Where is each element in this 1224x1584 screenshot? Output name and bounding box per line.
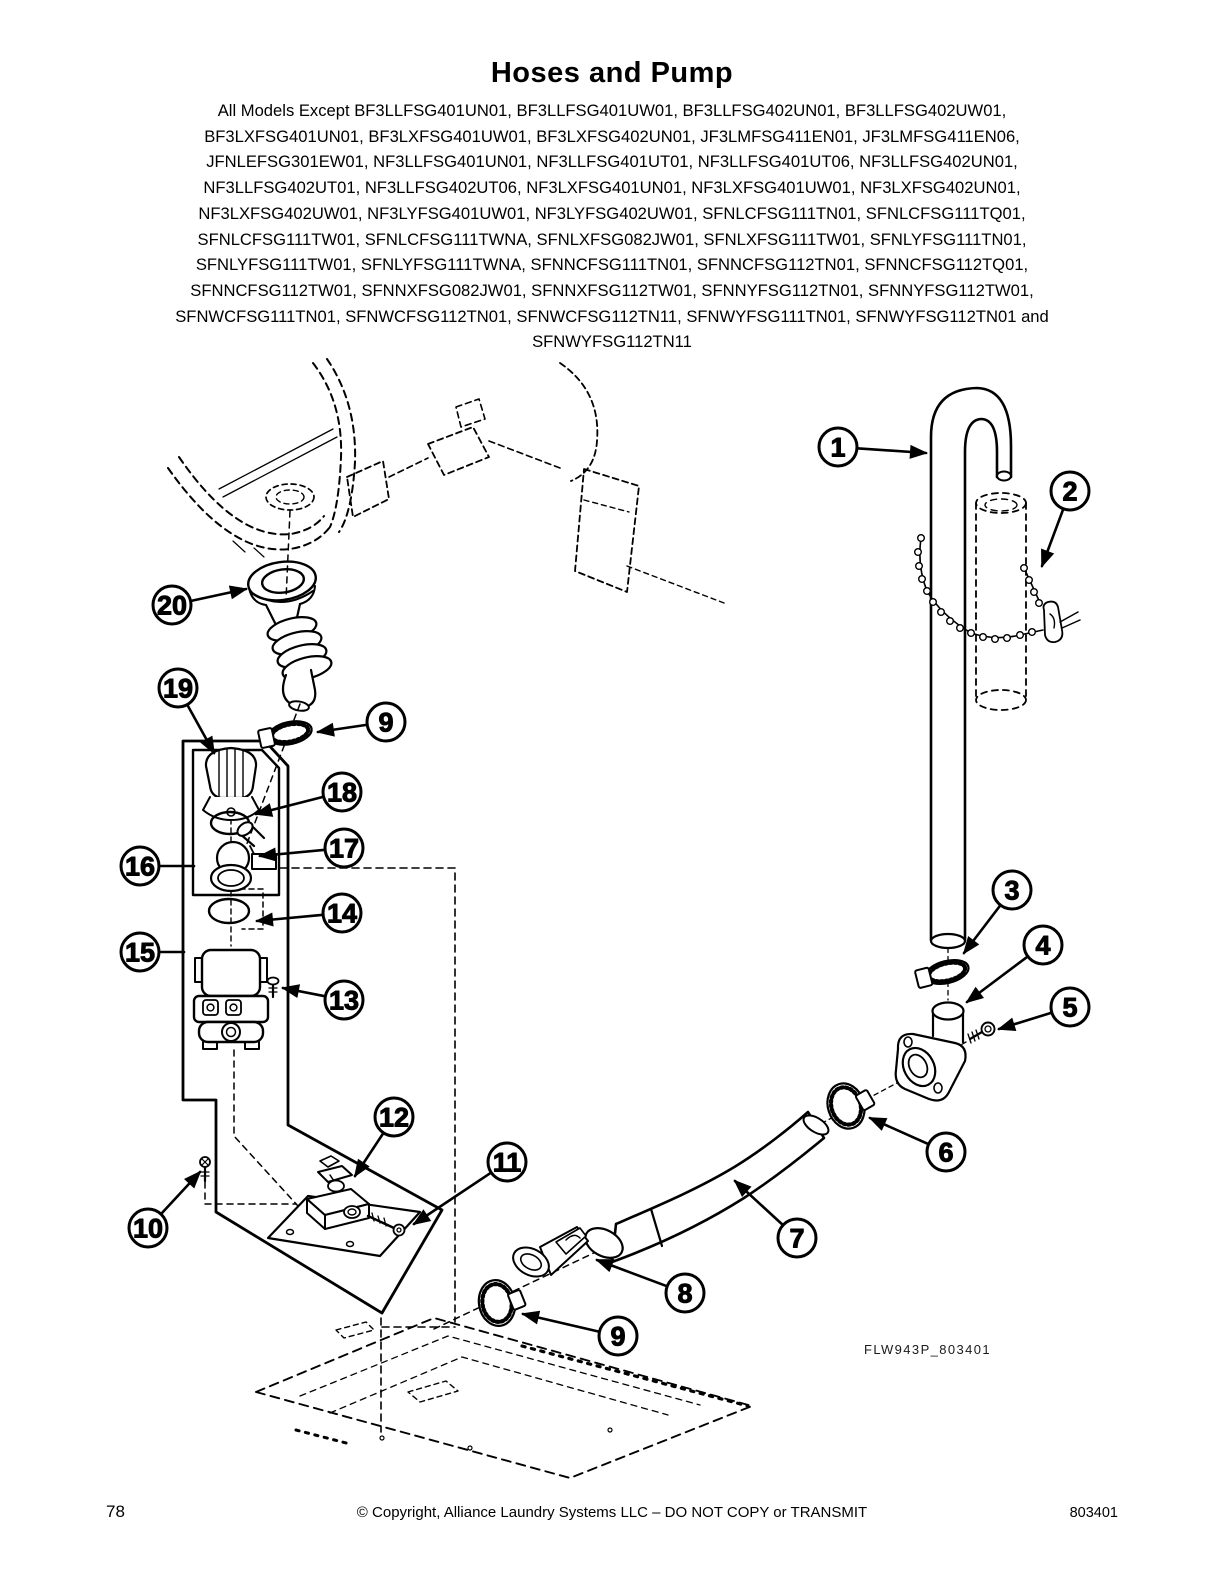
drain-hose-part-1 xyxy=(931,388,1011,948)
hose-clamp-part-9-lower xyxy=(475,1275,528,1328)
callout-15-number: 15 xyxy=(124,937,156,968)
model-line: SFNWCFSG111TN01, SFNWCFSG112TN01, SFNWCFSG112TN11, SFNWYFSG111TN01, SFNWYFSG112TN01 and xyxy=(175,306,1049,326)
callout-20-number: 20 xyxy=(156,590,188,621)
callout-10-number: 10 xyxy=(132,1213,164,1244)
callout-5-number: 5 xyxy=(1062,992,1078,1023)
footer-copyright: © Copyright, Alliance Laundry Systems LLC – DO NOT COPY or TRANSMIT xyxy=(356,1504,868,1521)
callout-2-leader xyxy=(1042,509,1063,566)
callout-9a-number: 9 xyxy=(378,707,394,738)
callout-9b-number: 9 xyxy=(610,1321,626,1352)
callout-4-leader xyxy=(967,956,1028,1002)
callout-4-number: 4 xyxy=(1035,930,1051,961)
model-line: JFNLEFSG301EW01, NF3LLFSG401UN01, NF3LLFSG401UT01, NF3LLFSG401UT06, NF3LLFSG402UN01, xyxy=(206,152,1018,172)
figure-label: FLW943P_803401 xyxy=(864,1342,992,1357)
callout-16-number: 16 xyxy=(124,851,156,882)
model-line: SFNNCFSG112TW01, SFNNXFSG082JW01, SFNNXFSG112TW01, SFNNYFSG112TN01, SFNNYFSG112TW01, xyxy=(190,280,1034,300)
callout-10-leader xyxy=(161,1172,200,1214)
callout-3-number: 3 xyxy=(1004,875,1020,906)
callout-8-leader xyxy=(597,1260,667,1286)
callout-9a-leader xyxy=(318,725,367,732)
model-line: BF3LXFSG401UN01, BF3LXFSG401UW01, BF3LXFSG402UN01, JF3LMFSG411EN01, JF3LMFSG411EN06, xyxy=(204,126,1020,146)
mount-bracket-part-12 xyxy=(268,1156,420,1256)
callout-19-number: 19 xyxy=(162,673,194,704)
standpipe xyxy=(976,493,1026,710)
footer-page-number: 78 xyxy=(106,1502,125,1521)
model-line: All Models Except BF3LLFSG401UN01, BF3LLFSG401UW01, BF3LLFSG402UN01, BF3LLFSG402UW01, xyxy=(217,101,1007,120)
hose-clamp-part-6 xyxy=(822,1075,880,1133)
base-frame xyxy=(256,1318,752,1478)
callout-2-number: 2 xyxy=(1062,476,1078,507)
outlet-elbow-part-4 xyxy=(896,1003,966,1101)
filter-housing-part-19 xyxy=(203,748,259,820)
callout-13-number: 13 xyxy=(328,985,360,1016)
footer-doc-number: 803401 xyxy=(1069,1505,1118,1521)
screw-part-13 xyxy=(268,978,279,998)
callout-14-leader xyxy=(257,915,323,921)
callout-8-number: 8 xyxy=(677,1278,693,1309)
model-line: SFNWYFSG112TN11 xyxy=(532,332,692,352)
callout-11-number: 11 xyxy=(492,1147,522,1178)
callout-17-number: 17 xyxy=(328,833,360,864)
callout-9b-leader xyxy=(523,1314,599,1332)
screw-part-5 xyxy=(968,1023,995,1044)
model-line: SFNLYFSG111TW01, SFNLYFSG111TWNA, SFNNCFSG111TN01, SFNNCFSG112TN01, SFNNCFSG112TQ01, xyxy=(195,255,1029,275)
callout-3-leader xyxy=(964,905,1000,953)
callout-14-number: 14 xyxy=(326,898,358,929)
callout-1-leader xyxy=(857,448,926,453)
drain-boot-part-20 xyxy=(246,557,334,712)
callout-18-leader xyxy=(256,797,324,814)
model-line: SFNLCFSG111TW01, SFNLCFSG111TWNA, SFNLXFSG082JW01, SFNLXFSG111TW01, SFNLYFSG111TN01, xyxy=(197,229,1027,249)
model-line: NF3LLFSG402UT01, NF3LLFSG402UT06, NF3LXFSG401UN01, NF3LXFSG401UW01, NF3LXFSG402UN01, xyxy=(203,178,1021,198)
callout-17-leader xyxy=(260,850,325,856)
hose-clamp-part-9-upper xyxy=(257,718,313,751)
callout-20-leader xyxy=(191,589,246,601)
model-line: NF3LXFSG402UW01, NF3LYFSG401UW01, NF3LYFSG402UW01, SFNLCFSG111TN01, SFNLCFSG111TQ01, xyxy=(198,203,1026,223)
hose-clamp-part-3 xyxy=(914,956,971,990)
page-title: Hoses and Pump xyxy=(490,57,734,89)
callout-12-number: 12 xyxy=(378,1102,410,1133)
tub-outline xyxy=(168,359,724,603)
pump-assembly xyxy=(194,950,268,1049)
callout-1-number: 1 xyxy=(830,432,846,463)
callout-18-number: 18 xyxy=(326,777,358,808)
callout-6-number: 6 xyxy=(938,1137,954,1168)
callout-5-leader xyxy=(999,1013,1052,1029)
callout-19-leader xyxy=(187,705,214,753)
screw-part-10 xyxy=(200,1157,210,1181)
o-ring-part-14 xyxy=(209,899,249,923)
callout-7-number: 7 xyxy=(789,1223,805,1254)
callout-6-leader xyxy=(870,1118,929,1144)
callout-11-leader xyxy=(414,1173,491,1224)
